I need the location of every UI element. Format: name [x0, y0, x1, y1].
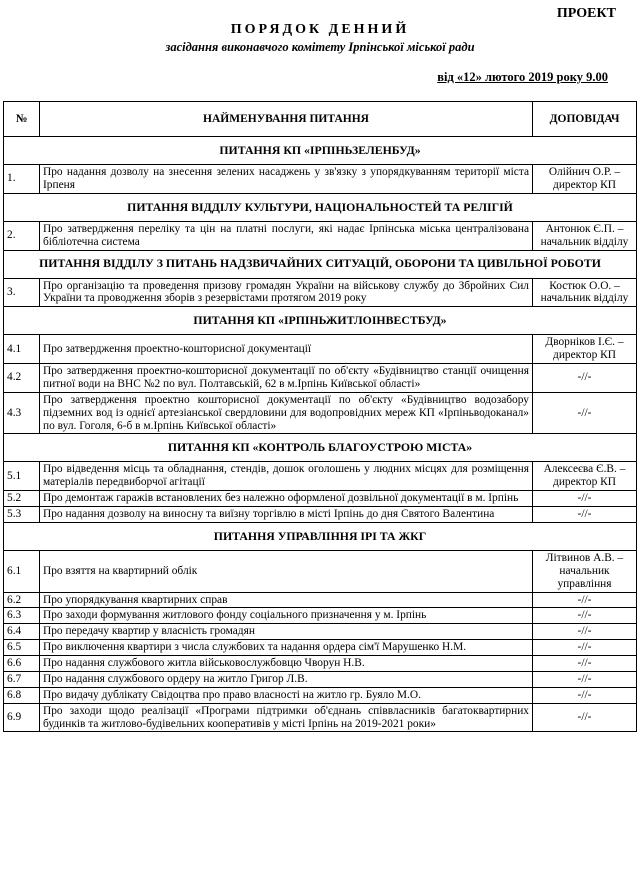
- item-reporter: -//-: [533, 624, 637, 640]
- table-row: [4, 462, 637, 491]
- item-reporter: Алексеєва Є.В. – директор КП: [533, 462, 637, 491]
- section-title: ПИТАННЯ УПРАВЛІННЯ ІРІ ТА ЖКГ: [4, 522, 637, 550]
- section-title: ПИТАННЯ ВІДДІЛУ З ПИТАНЬ НАДЗВИЧАЙНИХ СИТУАЦІЙ, ОБОРОНИ ТА ЦИВІЛЬНОЇ РОБОТИ: [4, 250, 637, 278]
- item-reporter: Антонюк Є.П. – начальник відділу: [533, 221, 637, 250]
- meeting-date: від «12» лютого 2019 року 9.00: [437, 70, 608, 84]
- table-row: [4, 592, 637, 608]
- item-title: Про відведення місць та обладнання, стендів, дошок оголошень у людних місцях для розміщення матеріалів передвиборчої агітації: [40, 462, 533, 491]
- item-title: Про упорядкування квартирних справ: [40, 592, 533, 608]
- item-title: Про заходи формування житлового фонду соціального призначення у м. Ірпінь: [40, 608, 533, 624]
- table-row: [4, 640, 637, 656]
- item-title: Про надання дозволу на виносну та виїзну торгівлю в місті Ірпінь до дня Святого Валентина: [40, 507, 533, 523]
- item-number: 5.1: [4, 462, 40, 491]
- item-title: Про затвердження проектно-кошторисної документації: [40, 335, 533, 364]
- item-number: 5.2: [4, 491, 40, 507]
- table-row: [4, 703, 637, 732]
- section-title: ПИТАННЯ КП «ІРПІНЬЖИТЛОІНВЕСТБУД»: [4, 307, 637, 335]
- table-row: [4, 364, 637, 393]
- table-row: [4, 608, 637, 624]
- column-header-name: НАЙМЕНУВАННЯ ПИТАННЯ: [40, 102, 533, 137]
- item-title: Про організацію та проведення призову громадян України на військову службу до Збройних Сил України та проводження зборів з резервістами протягом 2019 року: [40, 278, 533, 307]
- item-reporter: -//-: [533, 703, 637, 732]
- table-row: [4, 671, 637, 687]
- item-title: Про затвердження переліку та цін на платні послуги, які надає Ірпінська міська централізована бібліотечна система: [40, 221, 533, 250]
- item-reporter: -//-: [533, 656, 637, 672]
- column-header-number: №: [4, 102, 40, 137]
- item-reporter: -//-: [533, 392, 637, 434]
- document-title: ПОРЯДОК ДЕННИЙ: [230, 22, 410, 37]
- item-title: Про затвердження проектно кошторисної документації по об'єкту «Будівництво водозабору підземних вод із однієї артезіанської свердловини для водопровідних мереж КП «Ірпіньводоканал» по вул. Гоголя, 6-б в м.Ірпінь Київської області»: [40, 392, 533, 434]
- item-number: 6.7: [4, 671, 40, 687]
- item-number: 6.1: [4, 550, 40, 592]
- item-number: 6.2: [4, 592, 40, 608]
- document-subtitle: засідання виконавчого комітету Ірпінської міської ради: [165, 40, 475, 54]
- section-header-row: [4, 193, 637, 221]
- agenda-table: [3, 101, 637, 732]
- item-reporter: -//-: [533, 592, 637, 608]
- item-title: Про передачу квартир у власність громадян: [40, 624, 533, 640]
- item-reporter: -//-: [533, 640, 637, 656]
- table-row: [4, 278, 637, 307]
- table-header-row: [4, 102, 637, 137]
- item-reporter: Літвинов А.В. – начальник управління: [533, 550, 637, 592]
- item-title: Про надання дозволу на знесення зелених насаджень у зв'язку з упорядкуванням території міста Ірпеня: [40, 165, 533, 194]
- item-number: 6.9: [4, 703, 40, 732]
- table-row: [4, 507, 637, 523]
- item-number: 6.5: [4, 640, 40, 656]
- item-number: 1.: [4, 165, 40, 194]
- table-row: [4, 687, 637, 703]
- item-title: Про видачу дублікату Свідоцтва про право власності на житло гр. Буяло М.О.: [40, 687, 533, 703]
- project-label: ПРОЕКТ: [556, 6, 616, 21]
- column-header-reporter: ДОПОВІДАЧ: [533, 102, 637, 137]
- item-title: Про надання службового ордеру на житло Григор Л.В.: [40, 671, 533, 687]
- item-number: 3.: [4, 278, 40, 307]
- item-number: 6.3: [4, 608, 40, 624]
- section-header-row: [4, 434, 637, 462]
- table-row: [4, 624, 637, 640]
- item-reporter: -//-: [533, 608, 637, 624]
- section-title: ПИТАННЯ КП «ІРПІНЬЗЕЛЕНБУД»: [4, 137, 637, 165]
- table-row: [4, 335, 637, 364]
- section-header-row: [4, 250, 637, 278]
- item-number: 6.8: [4, 687, 40, 703]
- item-number: 6.6: [4, 656, 40, 672]
- table-row: [4, 656, 637, 672]
- table-row: [4, 221, 637, 250]
- item-number: 5.3: [4, 507, 40, 523]
- item-title: Про заходи щодо реалізації «Програми підтримки об'єднань співвласників багатоквартирних будинків та житлово-будівельних кооперативів у місті Ірпінь на 2019-2021 роки»: [40, 703, 533, 732]
- item-title: Про виключення квартири з числа службових та надання ордера сім'ї Марушенко Н.М.: [40, 640, 533, 656]
- agenda-body: [4, 137, 637, 732]
- item-reporter: Костюк О.О. – начальник відділу: [533, 278, 637, 307]
- item-title: Про надання службового житла військовослужбовцю Чворун Н.В.: [40, 656, 533, 672]
- item-reporter: -//-: [533, 364, 637, 393]
- item-number: 4.1: [4, 335, 40, 364]
- section-header-row: [4, 137, 637, 165]
- table-row: [4, 165, 637, 194]
- item-reporter: Дворніков І.Є. – директор КП: [533, 335, 637, 364]
- item-reporter: Олійнич О.Р. – директор КП: [533, 165, 637, 194]
- item-number: 6.4: [4, 624, 40, 640]
- item-title: Про взяття на квартирний облік: [40, 550, 533, 592]
- table-row: [4, 491, 637, 507]
- item-title: Про затвердження проектно-кошторисної документації по об'єкту «Будівництво станції очищення питної води на ВНС №2 по вул. Полтавській, 62 в м.Ірпінь Київської області»: [40, 364, 533, 393]
- section-header-row: [4, 307, 637, 335]
- item-reporter: -//-: [533, 507, 637, 523]
- item-number: 4.3: [4, 392, 40, 434]
- section-title: ПИТАННЯ КП «КОНТРОЛЬ БЛАГОУСТРОЮ МІСТА»: [4, 434, 637, 462]
- item-number: 4.2: [4, 364, 40, 393]
- item-reporter: -//-: [533, 671, 637, 687]
- item-title: Про демонтаж гаражів встановлених без належно оформленої дозвільної документації в м. Ірпінь: [40, 491, 533, 507]
- item-reporter: -//-: [533, 491, 637, 507]
- section-title: ПИТАННЯ ВІДДІЛУ КУЛЬТУРИ, НАЦІОНАЛЬНОСТЕЙ ТА РЕЛІГІЙ: [4, 193, 637, 221]
- item-reporter: -//-: [533, 687, 637, 703]
- table-row: [4, 550, 637, 592]
- item-number: 2.: [4, 221, 40, 250]
- section-header-row: [4, 522, 637, 550]
- table-row: [4, 392, 637, 434]
